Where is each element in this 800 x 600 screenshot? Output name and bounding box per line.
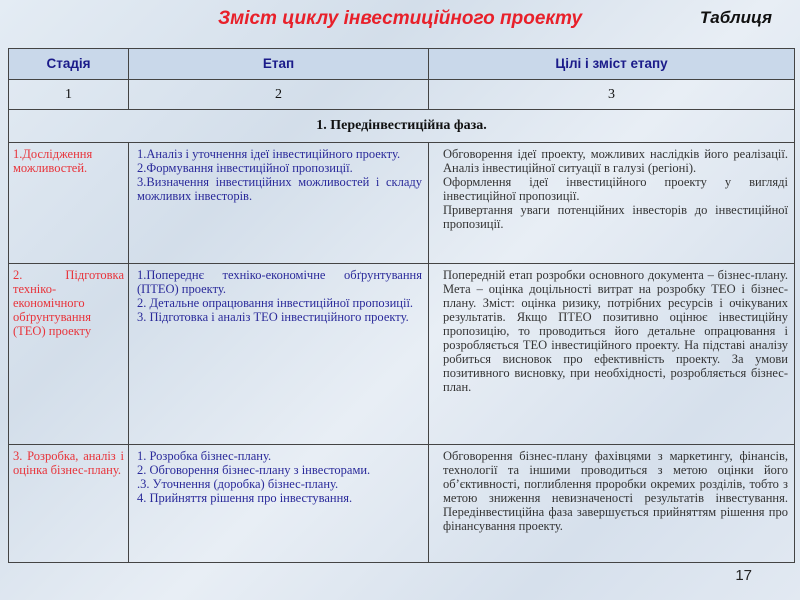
phase-title: 1. Передінвестиційна фаза.	[9, 110, 795, 143]
investment-cycle-table	[8, 48, 795, 563]
content-paragraph: Оформлення ідеї інвестиційного проекту у вигляді інвестиційної пропозиції.	[443, 175, 788, 203]
stage-cell: 3. Розробка, аналіз і оцінка бізнес-плану.	[9, 445, 129, 563]
table-label: Таблиця	[699, 8, 772, 27]
content-paragraph: Обговорення ідеї проекту, можливих наслідків його реалізації. Аналіз інвестиційної ситуації в галузі (регіоні).	[443, 147, 788, 175]
step-item: 4. Прийняття рішення про інвестування.	[137, 491, 353, 505]
steps-cell	[129, 445, 429, 563]
content-cell	[429, 264, 795, 445]
column-number: 1	[9, 80, 129, 110]
content-paragraph: Обговорення бізнес-плану фахівцями з маркетингу, фінансів, технології та іншими проводиться з метою оцінки його об’єктивності, поглиблення проробки окремих розділів, тобто з метою зниження невизначеності результатів інвестування. Передінвестиційна фаза завершується прийняттям рішення про фінансування проекту.	[443, 449, 788, 533]
step-item: .3. Уточнення (доробка) бізнес-плану.	[137, 477, 339, 491]
step-item: 3.Визначення інвестиційних можливостей і складу можливих інвесторів.	[137, 175, 422, 203]
steps-cell	[129, 264, 429, 445]
header-row	[9, 49, 795, 80]
column-number-row	[9, 80, 795, 110]
column-number: 2	[129, 80, 429, 110]
phase-row	[9, 110, 795, 143]
page-number: 17	[735, 567, 752, 584]
content-paragraph: Привертання уваги потенційних інвесторів до інвестиційної пропозиції.	[443, 203, 788, 231]
step-item: 1. Розробка бізнес-плану.	[137, 449, 272, 463]
stage-cell: 1.Дослідження можливостей.	[9, 143, 129, 264]
step-item: 1.Попереднє техніко-економічне обґрунтування (ПТЕО) проекту.	[137, 268, 422, 296]
column-number: 3	[429, 80, 795, 110]
header-step: Етап	[129, 49, 429, 80]
header-content: Цілі і зміст етапу	[429, 49, 795, 80]
content-paragraph: Попередній етап розробки основного документа – бізнес-плану. Мета – оцінка доцільності витрат на розробку ТЕО і бізнес-плану. Зміст: оцінка ризику, потрібних ресурсів і очікуваних результатів. Якщо ПТЕО позитивно оцінює інвестиційну пропозицію, то проводиться його детальне опрацювання і розробляється ТЕО інвестиційного проекту. На підставі аналізу робиться висновок про ефективність проекту. За умови позитивного висновку, при необхідності, розробляється бізнес-план.	[443, 268, 788, 394]
step-item: 2.Формування інвестиційної пропозиції.	[137, 161, 353, 175]
step-item: 3. Підготовка і аналіз ТЕО інвестиційного проекту.	[137, 310, 409, 324]
stage-cell: 2. Підготовка техніко-економічного обґрунтування (ТЕО) проекту	[9, 264, 129, 445]
step-item: 1.Аналіз і уточнення ідеї інвестиційного проекту.	[137, 147, 401, 161]
steps-cell	[129, 143, 429, 264]
table-row	[9, 445, 795, 563]
step-item: 2. Обговорення бізнес-плану з інвесторами.	[137, 463, 371, 477]
table-row	[9, 264, 795, 445]
step-item: 2. Детальне опрацювання інвестиційної пропозиції.	[137, 296, 414, 310]
slide-title: Зміст циклу інвестиційного проекту	[217, 8, 583, 29]
content-cell	[429, 143, 795, 264]
header-stage: Стадія	[9, 49, 129, 80]
content-cell	[429, 445, 795, 563]
table-row	[9, 143, 795, 264]
